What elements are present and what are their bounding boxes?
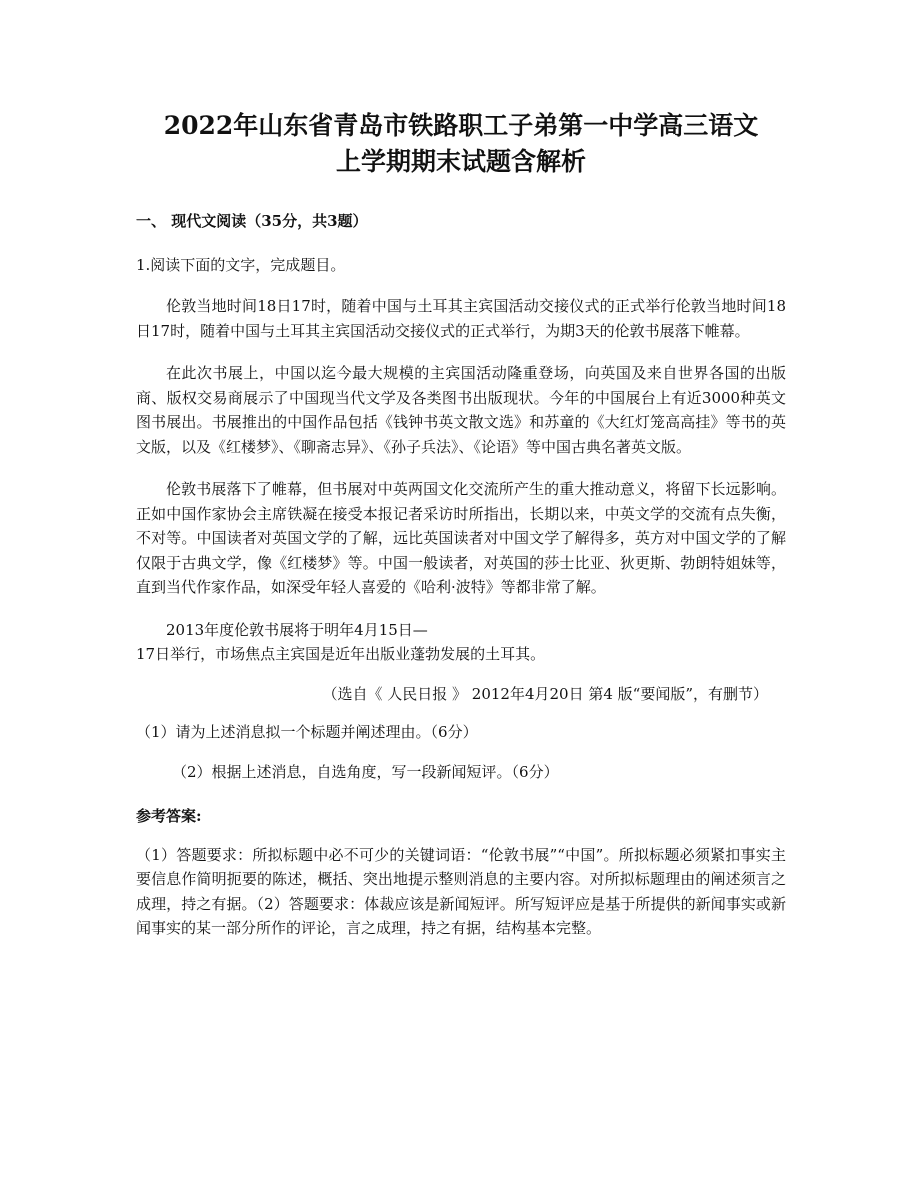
source-citation: （选自《 人民日报 》 2012年4月20日 第4 版“要闻版”，有删节）: [322, 684, 768, 703]
question-intro: 1.阅读下面的文字，完成题目。: [136, 256, 346, 274]
section-heading: 一、 现代文阅读（35分，共3题）: [136, 212, 368, 230]
reading-paragraph-4-line-2: 17日举行，市场焦点主宾国是近年出版业蓬勃发展的土耳其。: [136, 645, 546, 663]
reading-paragraph-1: 伦敦当地时间18日17时，随着中国与土耳其主宾国活动交接仪式的正式举行伦敦当地时间18日17时，随着中国与土耳其主宾国活动交接仪式的正式举行，为期3天的伦敦书展落下帷幕。: [136, 297, 786, 340]
document-title: [136, 108, 786, 180]
answer-text: （1）答题要求：所拟标题中必不可少的关键词语：“伦敦书展”“中国”。所拟标题必须紧扣事实主要信息作简明扼要的陈述，概括、突出地提示整则消息的主要内容。对所拟标题理由的阐述须言之成理，持之有据。（2）答题要求：体裁应该是新闻短评。所写短评应是基于所提供的新闻事实或新闻事实的某一部分所作的评论，言之成理，持之有据，结构基本完整。: [136, 845, 786, 937]
reading-paragraph-4: [136, 618, 786, 667]
reading-paragraph-3: 伦敦书展落下了帷幕，但书展对中英两国文化交流所产生的重大推动意义，将留下长远影响。正如中国作家协会主席铁凝在接受本报记者采访时所指出，长期以来，中英文学的交流有点失衡，不对等。中国读者对英国文学的了解，远比英国读者对中国文学了解得多，英方对中国文学的了解仅限于古典文学，像《红楼梦》等。中国一般读者，对英国的莎士比亚、狄更斯、勃朗特姐妹等，直到当代作家作品，如深受年轻人喜爱的《哈利·波特》等都非常了解。: [136, 480, 786, 596]
sub-question-1: （1）请为上述消息拟一个标题并阐述理由。（6分）: [136, 722, 478, 741]
reading-paragraph-4-line-1: 2013年度伦敦书展将于明年4月15日—: [166, 620, 428, 639]
title-line-2: 上学期期末试题含解析: [335, 147, 586, 176]
document-page: [136, 108, 786, 941]
title-line-1: 2022年山东省青岛市铁路职工子弟第一中学高三语文: [163, 111, 759, 140]
sub-question-2: （2）根据上述消息，自选角度，写一段新闻短评。（6分）: [172, 762, 559, 781]
answer-label: 参考答案:: [136, 806, 202, 825]
reading-paragraph-2: 在此次书展上，中国以迄今最大规模的主宾国活动隆重登场，向英国及来自世界各国的出版商、版权交易商展示了中国现当代文学及各类图书出版现状。今年的中国展台上有近3000种英文图书展出。书展推出的中国作品包括《钱钟书英文散文选》和苏童的《大红灯笼高高挂》等书的英文版，以及《红楼梦》、《聊斋志异》、《孙子兵法》、《论语》等中国古典名著英文版。: [136, 364, 786, 456]
